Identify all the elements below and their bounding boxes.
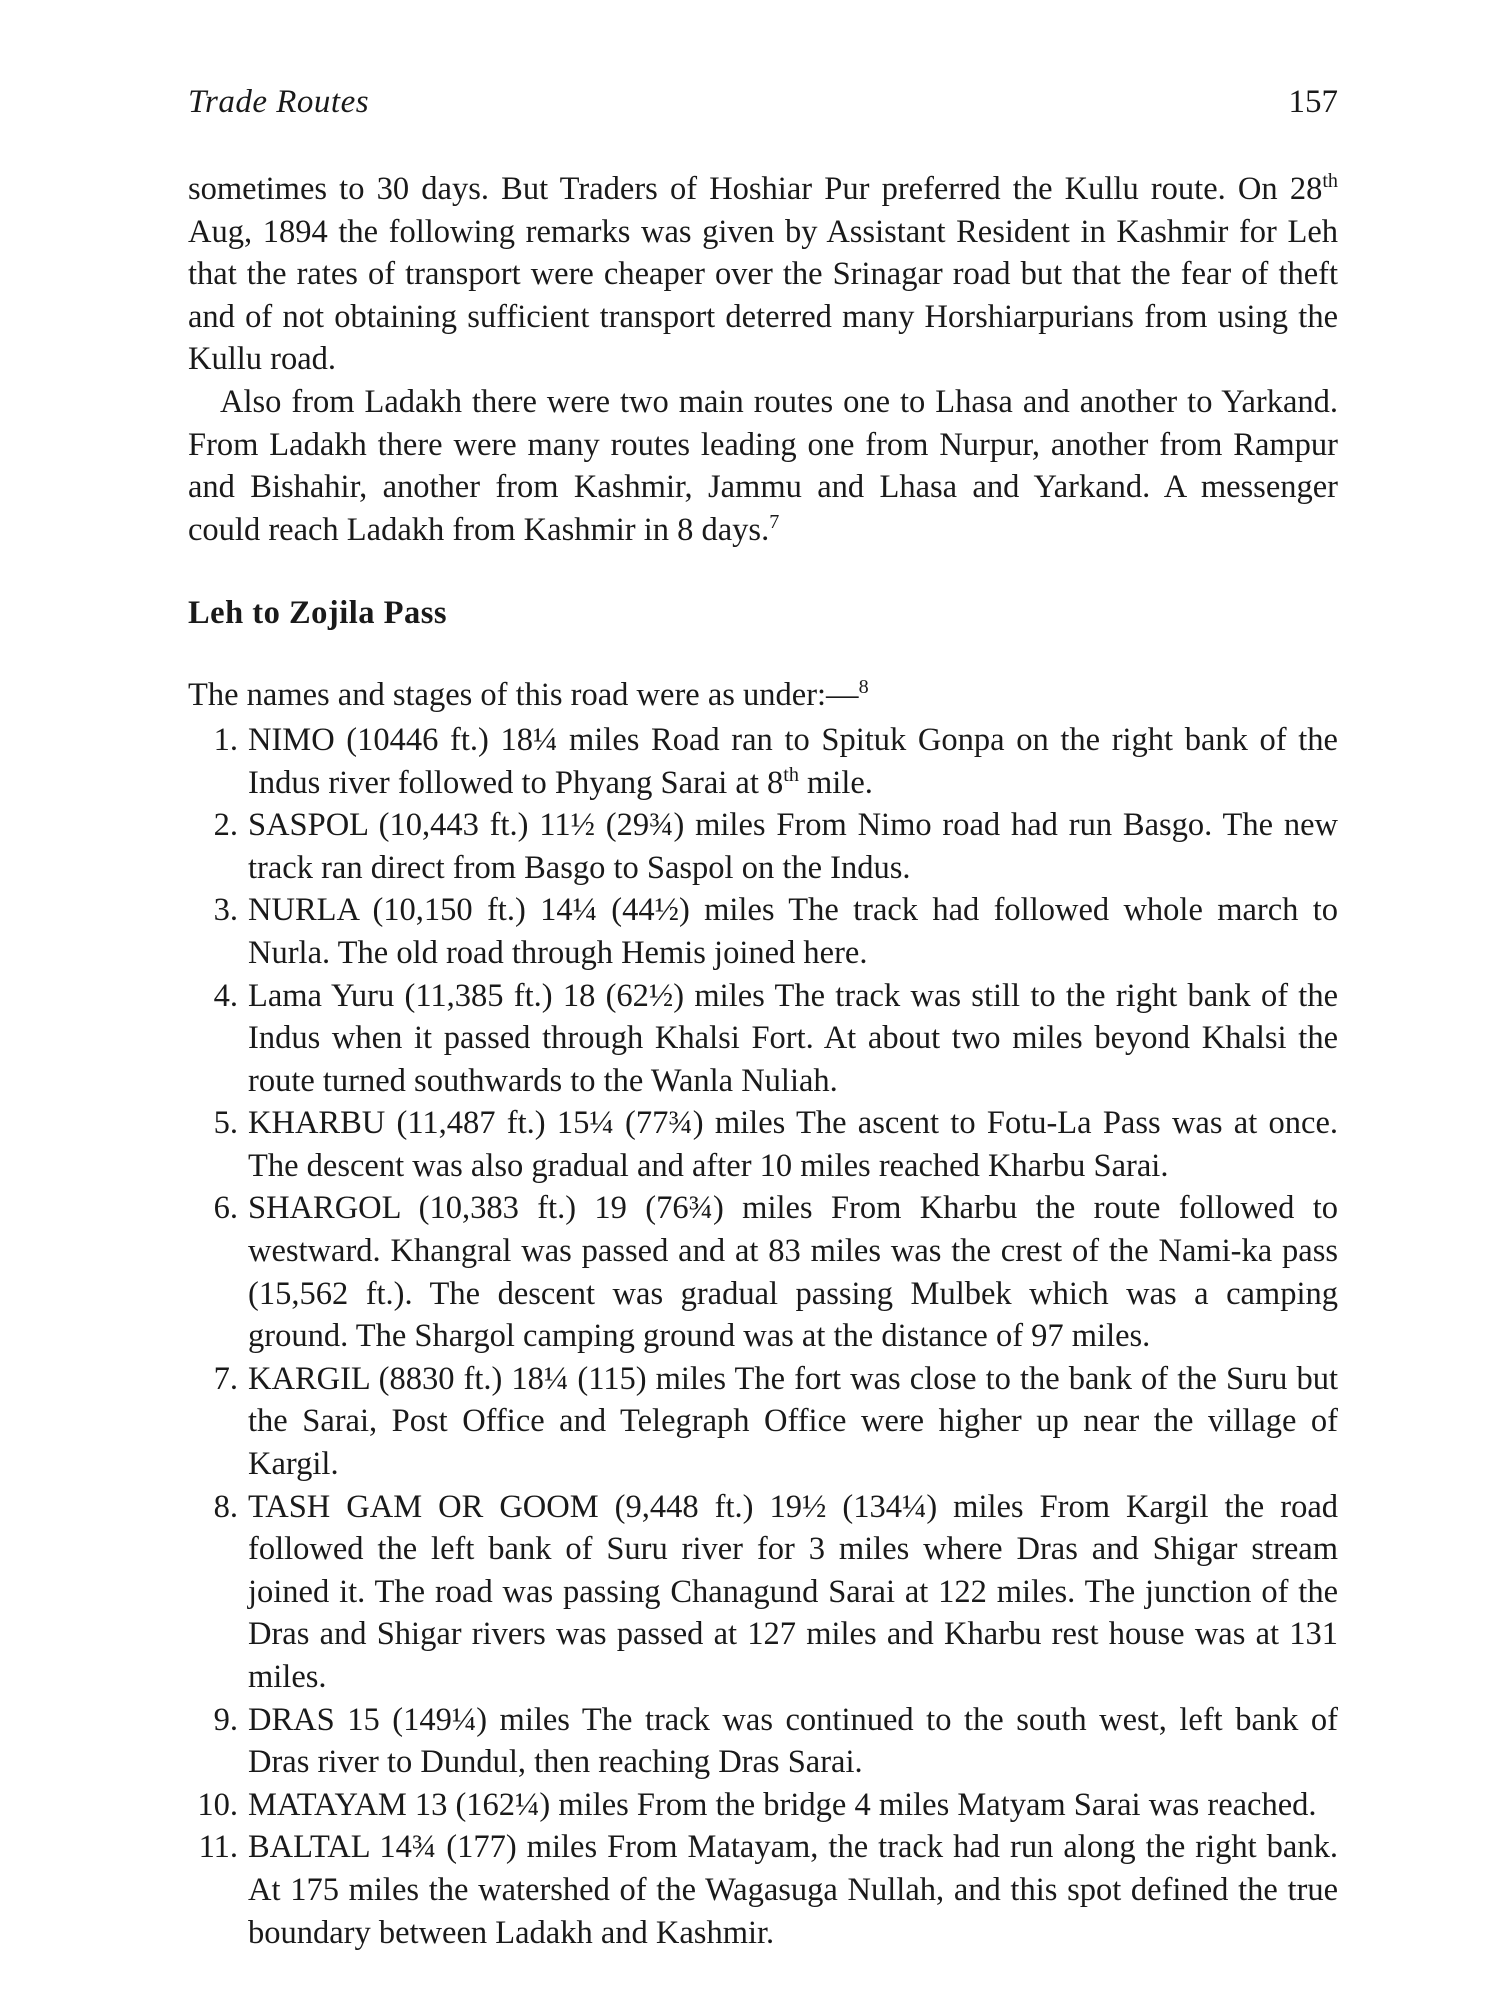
page-number: 157 (1288, 84, 1338, 120)
stage-item (188, 804, 1338, 889)
stage-item (188, 1699, 1338, 1784)
stages-list (188, 719, 1338, 1954)
stage-text: BALTAL 14¾ (177) miles From Matayam, the track had run along the right bank. At 175 miles the watershed of the Wagasuga Nullah, and this spot defined the true boundary between Ladakh and Kashmir. (248, 1829, 1338, 1951)
footnote-ref: 8 (858, 676, 869, 699)
stage-number: 10. (197, 1786, 238, 1823)
stage-text: MATAYAM 13 (162¼) miles From the bridge 4 miles Matyam Sarai was reached. (248, 1786, 1317, 1823)
stage-number: 1. (213, 721, 238, 758)
superscript: th (1322, 170, 1338, 193)
stage-text: Lama Yuru (11,385 ft.) 18 (62½) miles The track was still to the right bank of the Indus when it passed through Khalsi Fort. At about two miles beyond Khalsi the route turned southwards to the Wanla Nuliah. (248, 977, 1338, 1099)
stage-text: SHARGOL (10,383 ft.) 19 (76¾) miles From Kharbu the route followed to westward. Khangral was passed and at 83 miles was the crest of the Nami-ka pass (15,562 ft.). The descent was gradual passing Mulbek which was a camping ground. The Shargol camping ground was at the distance of 97 miles. (248, 1190, 1338, 1355)
stage-number: 5. (213, 1105, 238, 1142)
stage-number: 11. (198, 1829, 238, 1866)
stage-item (188, 1486, 1338, 1699)
stage-item (188, 1358, 1338, 1486)
stage-number: 8. (213, 1488, 238, 1525)
section-heading: Leh to Zojila Pass (188, 595, 448, 632)
paragraph-text: sometimes to 30 days. But Traders of Hoshiar Pur preferred the Kullu route. On 28 (188, 171, 1323, 207)
stage-text: TASH GAM OR GOOM (9,448 ft.) 19½ (134¼) miles From Kargil the road followed the left bank of Suru river for 3 miles where Dras and Shigar stream joined it. The road was passing Chanagund Sarai at 122 miles. The junction of the Dras and Shigar rivers was passed at 127 miles and Kharbu rest house was at 131 miles. (248, 1488, 1338, 1695)
stage-number: 4. (213, 977, 238, 1014)
section-intro (188, 674, 1338, 717)
paragraph (188, 381, 1338, 551)
stage-number: 7. (213, 1360, 238, 1397)
stage-text: NIMO (10446 ft.) 18¼ miles Road ran to Spituk Gonpa on the right bank of the Indus river followed to Phyang Sarai at 8th mile. (248, 721, 1338, 801)
footnote-ref: 7 (769, 510, 780, 533)
stage-text: KHARBU (11,487 ft.) 15¼ (77¾) miles The ascent to Fotu-La Pass was at once. The descent was also gradual and after 10 miles reached Kharbu Sarai. (248, 1105, 1338, 1184)
running-head (188, 84, 1338, 121)
stage-number: 3. (213, 892, 238, 929)
paragraph-text: Aug, 1894 the following remarks was given by Assistant Resident in Kashmir for Leh that the rates of transport were cheaper over the Srinagar road but that the fear of theft and of not obtaining sufficient transport deterred many Horshiarpurians from using the Kullu road. (188, 213, 1338, 378)
stage-number: 2. (213, 807, 238, 844)
page-body (188, 168, 1338, 1954)
stage-text: NURLA (10,150 ft.) 14¼ (44½) miles The track had followed whole march to Nurla. The old road through Hemis joined here. (248, 892, 1338, 971)
intro-text: The names and stages of this road were as under:— (188, 677, 859, 714)
stage-item (188, 975, 1338, 1103)
stage-item (188, 1826, 1338, 1954)
stage-number: 6. (213, 1190, 238, 1227)
running-title: Trade Routes (188, 84, 370, 120)
paragraph (188, 168, 1338, 381)
stage-item (188, 1784, 1338, 1827)
stage-text: KARGIL (8830 ft.) 18¼ (115) miles The fort was close to the bank of the Suru but the Sarai, Post Office and Telegraph Office were higher up near the village of Kargil. (248, 1360, 1338, 1483)
stage-text: SASPOL (10,443 ft.) 11½ (29¾) miles From Nimo road had run Basgo. The new track ran direct from Basgo to Saspol on the Indus. (248, 807, 1338, 886)
stage-text: DRAS 15 (149¼) miles The track was continued to the south west, left bank of Dras river to Dundul, then reaching Dras Sarai. (248, 1701, 1338, 1781)
stage-item (188, 719, 1338, 804)
stage-item (188, 889, 1338, 974)
superscript: th (783, 763, 799, 786)
stage-item (188, 1102, 1338, 1187)
stage-item (188, 1187, 1338, 1357)
paragraph-text: Also from Ladakh there were two main routes one to Lhasa and another to Yarkand. From Ladakh there were many routes leading one from Nurpur, another from Rampur and Bishahir, another from Kashmir, Jammu and Lhasa and Yarkand. A messenger could reach Ladakh from Kashmir in 8 days. (188, 383, 1338, 548)
stage-number: 9. (213, 1701, 238, 1738)
